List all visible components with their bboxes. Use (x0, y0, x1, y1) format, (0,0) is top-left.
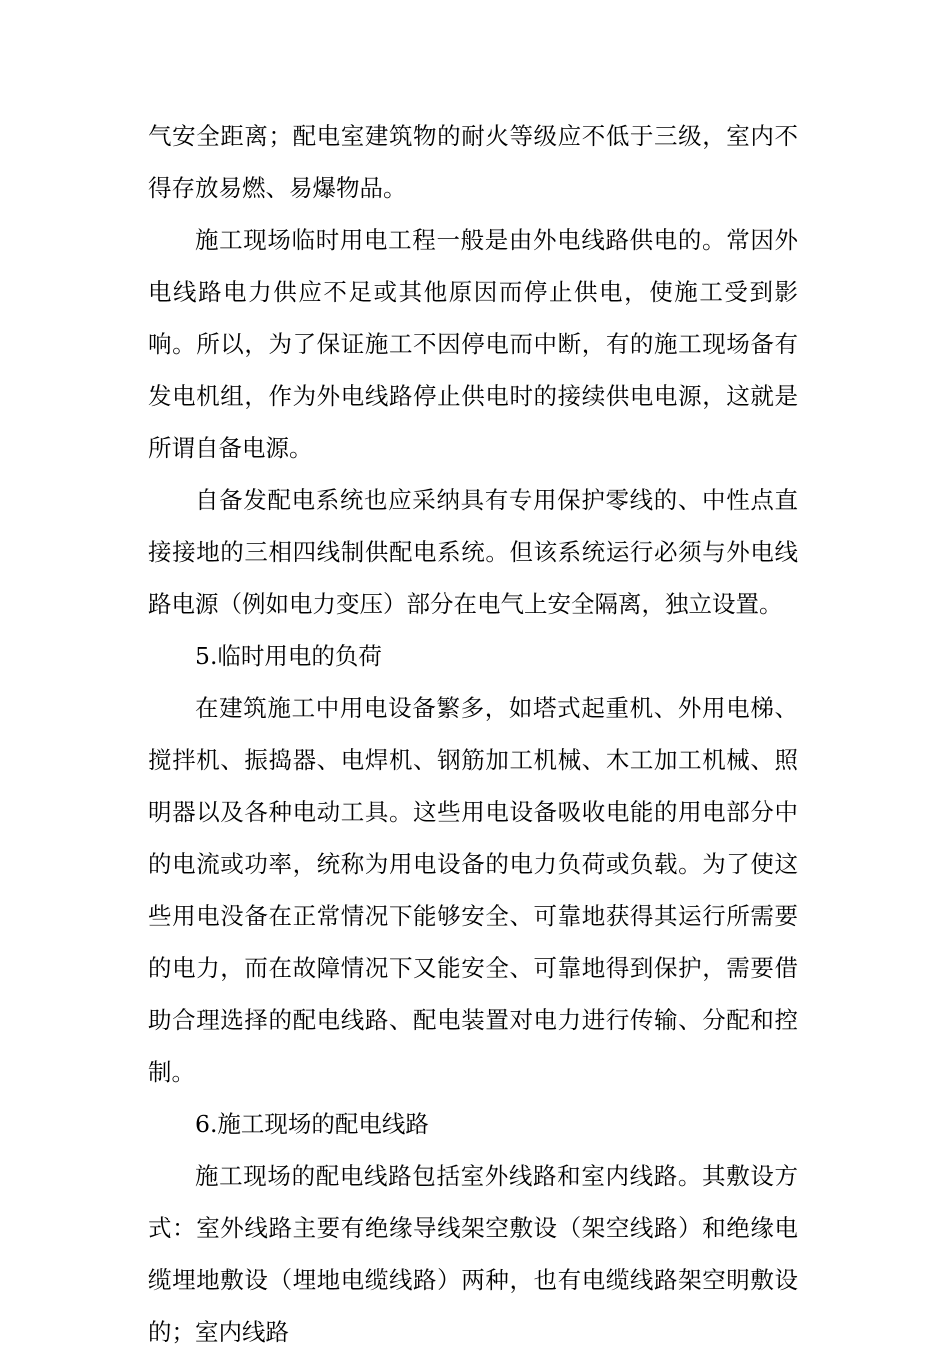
section-heading-5: 5.临时用电的负荷 (195, 642, 382, 670)
paragraph-continuation: 气安全距离；配电室建筑物的耐火等级应不低于三级，室内不得存放易燃、易爆物品。 (148, 122, 798, 202)
document-body (148, 110, 798, 1358)
paragraph-backup-generator-system: 自备发配电系统也应采纳具有专用保护零线的、中性点直接接地的三相四线制供配电系统。但该系统运行必须与外电线路电源（例如电力变压）部分在电气上安全隔离，独立设置。 (148, 486, 798, 618)
section-heading-6: 6.施工现场的配电线路 (195, 1110, 429, 1138)
paragraph-electrical-load: 在建筑施工中用电设备繁多，如塔式起重机、外用电梯、搅拌机、振捣器、电焊机、钢筋加工机械、木工加工机械、照明器以及各种电动工具。这些用电设备吸收电能的用电部分中的电流或功率，统称为用电设备的电力负荷或负载。为了使这些用电没备在正常情况下能够安全、可靠地获得其运行所需要的电力，而在故障情况下又能安全、可靠地得到保护，需要借助合理选择的配电线路、配电装置对电力进行传输、分配和控制。 (148, 694, 798, 1086)
paragraph-external-power-supply: 施工现场临时用电工程一般是由外电线路供电的。常因外电线路电力供应不足或其他原因而停止供电，使施工受到影响。所以，为了保证施工不因停电而中断，有的施工现场备有发电机组，作为外电线路停止供电时的接续供电电源，这就是所谓自备电源。 (148, 226, 798, 462)
paragraph-distribution-lines: 施工现场的配电线路包括室外线路和室内线路。其敷设方式：室外线路主要有绝缘导线架空敷设（架空线路）和绝缘电缆埋地敷设（埋地电缆线路）两种，也有电缆线路架空明敷设的；室内线路 (148, 1162, 798, 1346)
